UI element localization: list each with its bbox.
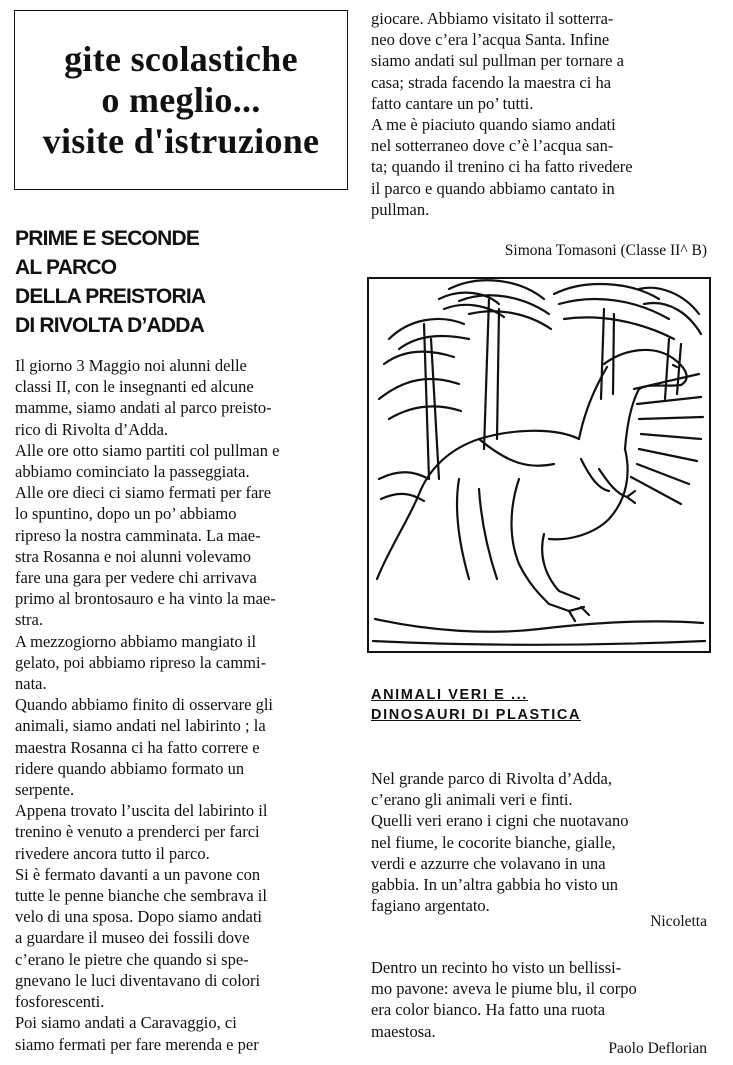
- title-line-2: o meglio...: [101, 79, 261, 120]
- text-line: rico di Rivolta d’Adda.: [15, 419, 169, 439]
- article1-body: [15, 355, 355, 1055]
- text-line: fatto cantare un po’ tutti.: [371, 93, 534, 113]
- text-line: ta; quando il trenino ci ha fatto rivedere: [371, 157, 633, 177]
- text-line: fagiano argentato.: [371, 896, 490, 916]
- headline-line: DELLA PREISTORIA: [15, 285, 206, 308]
- text-line: nel sotterraneo dove c’è l’acqua san-: [371, 136, 614, 156]
- dinosaur-drawing-icon: [369, 279, 709, 651]
- text-line: A mezzogiorno abbiamo mangiato il: [15, 631, 257, 651]
- text-line: gabbia. In un’altra gabbia ho visto un: [371, 875, 618, 895]
- headline-line: DI RIVOLTA D’ADDA: [15, 314, 204, 337]
- headline-line: PRIME E SECONDE: [15, 227, 200, 250]
- text-line: animali, siamo andati nel labirinto ; la: [15, 716, 266, 736]
- text-line: A me è piaciuto quando siamo andati: [371, 115, 616, 135]
- text-line: velo di una sposa. Dopo siamo andati: [15, 907, 263, 927]
- text-line: neo dove c’era l’acqua Santa. Infine: [371, 30, 610, 50]
- text-line: mamme, siamo andati al parco preisto-: [15, 398, 272, 418]
- text-line: mo pavone: aveva le piume blu, il corpo: [371, 979, 637, 999]
- text-line: c’erano gli animali veri e finti.: [371, 790, 573, 810]
- article2-signature2: Paolo Deflorian: [608, 1040, 707, 1057]
- sub-headline-line: DINOSAURI DI PLASTICA: [371, 707, 582, 723]
- text-line: ridere quando abbiamo formato un: [15, 758, 245, 778]
- text-line: era color bianco. Ha fatto una ruota: [371, 1000, 606, 1020]
- text-line: gelato, poi abbiamo ripreso la cammi-: [15, 652, 267, 672]
- text-line: maestosa.: [371, 1021, 436, 1041]
- article2-body: [371, 768, 708, 916]
- dinosaur-illustration: [367, 277, 711, 653]
- title-line-3: visite d'istruzione: [42, 120, 320, 161]
- title-line-1: gite scolastiche: [64, 38, 298, 79]
- text-line: nel fiume, le cocorite bianche, gialle,: [371, 832, 616, 852]
- text-line: Si è fermato davanti a un pavone con: [15, 864, 261, 884]
- text-line: pullman.: [371, 199, 430, 219]
- text-line: Quando abbiamo finito di osservare gli: [15, 695, 273, 715]
- text-line: serpente.: [15, 780, 75, 800]
- text-line: fare una gara per vedere chi arrivava: [15, 568, 257, 588]
- text-line: classi II, con le insegnanti ed alcune: [15, 377, 254, 397]
- text-line: siamo andati sul pullman per tornare a: [371, 51, 624, 71]
- text-line: Il giorno 3 Maggio noi alunni delle: [15, 356, 247, 375]
- sub-headline-line: ANIMALI VERI E ...: [371, 687, 528, 703]
- text-line: Nel grande parco di Rivolta d’Adda,: [371, 769, 613, 788]
- text-line: stra.: [15, 610, 43, 630]
- article2-body2: [371, 957, 708, 1042]
- text-line: Alle ore dieci ci siamo fermati per fare: [15, 483, 272, 503]
- article1-continuation: [371, 8, 708, 220]
- text-line: a guardare il museo dei fossili dove: [15, 928, 250, 948]
- text-line: stra Rosanna e noi alunni volevamo: [15, 546, 251, 566]
- title-box: [14, 10, 348, 190]
- text-line: fosforescenti.: [15, 992, 105, 1012]
- article1-headline: [15, 224, 345, 340]
- text-line: Appena trovato l’uscita del labirinto il: [15, 801, 268, 821]
- text-line: gnevano le luci diventavano di colori: [15, 970, 261, 990]
- article2-signature: Nicoletta: [650, 913, 707, 930]
- article1-signature: Simona Tomasoni (Classe II^ B): [504, 242, 707, 259]
- text-line: il parco e quando abbiamo cantato in: [371, 178, 615, 198]
- text-line: tutte le penne bianche che sembrava il: [15, 886, 267, 906]
- headline-line: AL PARCO: [15, 256, 117, 279]
- article2-headline: [371, 685, 711, 725]
- text-line: abbiamo cominciato la passeggiata.: [15, 462, 250, 482]
- text-line: primo al brontosauro e ha vinto la mae-: [15, 589, 276, 609]
- text-line: lo spuntino, dopo un po’ abbiamo: [15, 504, 237, 524]
- text-line: maestra Rosanna ci ha fatto correre e: [15, 737, 260, 757]
- text-line: siamo fermati per fare merenda e per: [15, 1034, 259, 1054]
- text-line: rivedere ancora tutto il parco.: [15, 843, 210, 863]
- text-line: c’erano le pietre che quando si spe-: [15, 949, 249, 969]
- text-line: nata.: [15, 674, 47, 694]
- text-line: verdi e azzurre che volavano in una: [371, 853, 606, 873]
- text-line: Poi siamo andati a Caravaggio, ci: [15, 1013, 237, 1033]
- text-line: trenino è venuto a prenderci per farci: [15, 822, 260, 842]
- text-line: giocare. Abbiamo visitato il sotterra-: [371, 9, 614, 28]
- text-line: ripreso la nostra camminata. La mae-: [15, 525, 261, 545]
- text-line: Alle ore otto siamo partiti col pullman e: [15, 440, 280, 460]
- text-line: Dentro un recinto ho visto un bellissi-: [371, 958, 622, 977]
- text-line: casa; strada facendo la maestra ci ha: [371, 72, 612, 92]
- text-line: Quelli veri erano i cigni che nuotavano: [371, 811, 629, 831]
